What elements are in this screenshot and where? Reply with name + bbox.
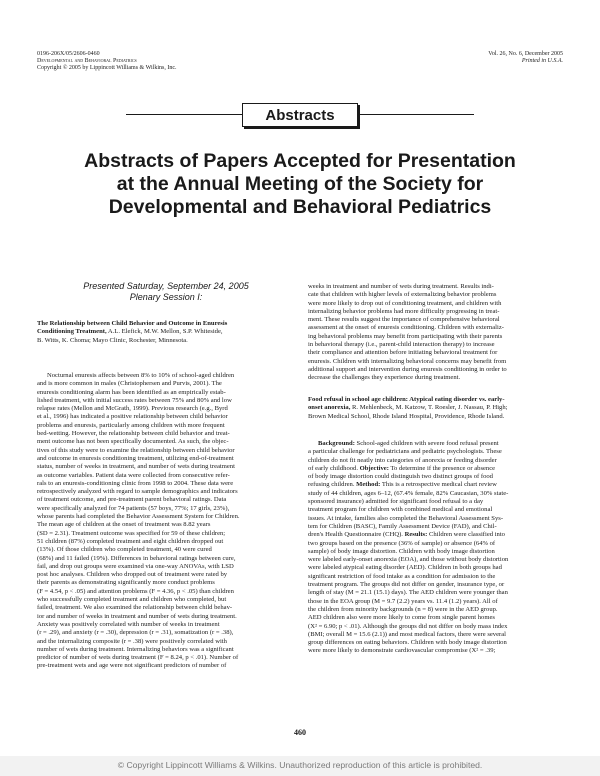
text-line: additional support and intervention during enuresis conditioning in order to bbox=[308, 365, 507, 373]
text-line: tives of this study were to examine the relationship between child behavior bbox=[37, 446, 235, 454]
text-line: and is more common in males (Christophersen and Purvis, 2001). The bbox=[37, 380, 222, 388]
abstract1-title bbox=[37, 320, 295, 345]
text-line: (68%) and 11 failed (19%). Differences in behavioral ratings between cure, bbox=[37, 554, 236, 562]
text-line: those in the EOA group (M = 9.7 (2.2) years vs. 11.4 (1.2) years). All of bbox=[308, 597, 498, 605]
text-line: ment. These results suggest the importance of comprehensive behavioral bbox=[308, 316, 500, 324]
copyright-line: Copyright © 2005 by Lippincott Williams & Wilkins, Inc. bbox=[37, 65, 177, 72]
text-line: were labeled atypical eating disorder (AED). Children in both groups had bbox=[308, 564, 502, 572]
text-line: predictor of number of wets during treatment (F = 8.24, p < .01). Number of bbox=[37, 654, 239, 662]
text-line: (F = 4.54, p < .05) and attention problems (F = 4.36, p < .05) than children bbox=[37, 587, 234, 595]
abstract2-body bbox=[308, 440, 563, 656]
text-line: bed-wetting. However, the relationship between child behavior and treat- bbox=[37, 430, 230, 438]
section-label: Abstracts bbox=[242, 103, 358, 127]
abstract2-title bbox=[308, 396, 563, 421]
text-line: Background: School-aged children with severe food refusal present bbox=[318, 440, 499, 447]
text-line: et al., 1996) has indicated a positive relationship between child behavior bbox=[37, 413, 228, 421]
text-line: of body image distortion could distinguish two distinct groups of food bbox=[308, 473, 493, 481]
text-line: fail, and drop out groups were examined via one-way ANOVAs, with LSD bbox=[37, 562, 234, 570]
text-line: cate that children with higher levels of externalizing behavior problems bbox=[308, 291, 497, 299]
text-line: Anxiety was positively correlated with number of weeks in treatment bbox=[37, 620, 220, 628]
text-line: post hoc analyses. Children who dropped out of treatment were rated by bbox=[37, 571, 228, 579]
text-line: their parents as demonstrating significantly more conduct problems bbox=[37, 579, 215, 587]
text-line: treatment program. The groups did not differ on gender, insurance type, or bbox=[308, 581, 505, 589]
text-line: (SD = 2.31). Treatment outcome was specified for 59 of these children; bbox=[37, 529, 226, 537]
text-line: retrospectively analyzed with regard to sample demographics and indicators bbox=[37, 488, 238, 496]
text-line: problems and enuresis, particularly among children with more frequent bbox=[37, 421, 225, 429]
copyright-footer bbox=[0, 756, 600, 776]
text-line: ment outcome has not been specifically documented. As such, the objec- bbox=[37, 438, 229, 446]
section-banner bbox=[0, 103, 600, 127]
text-line: significant restriction of food intake as a condition for admission to the bbox=[308, 572, 496, 580]
text-line: were specifically analyzed for 74 patients (57 boys, 77%; 17 girls, 23%), bbox=[37, 504, 230, 512]
text-line: issues. At intake, families also completed the Behavioral Assessment Sys- bbox=[308, 514, 504, 522]
abstract1-title-line: Conditioning Treatment, bbox=[37, 328, 107, 336]
text-line: whose parents had completed the Behavior Assessment System for Children. bbox=[37, 513, 240, 521]
text-line: and the internalizing composite (r = .38) were positively correlated with bbox=[37, 637, 227, 645]
text-line: ing behavioral problems may benefit from participating with their parents bbox=[308, 332, 503, 340]
text-line: sponsored insurance) admitted for significant food refusal to a day bbox=[308, 498, 484, 506]
text-line: number of wets during treatment. Internalizing behaviors was a significant bbox=[37, 645, 234, 653]
text-line: decrease the challenges they experience during treatment. bbox=[308, 374, 461, 382]
title-line: Developmental and Behavioral Pediatrics bbox=[108, 196, 492, 218]
text-line: were more likely to demonstrate cardiovascular compromise (X² = .39; bbox=[308, 647, 496, 655]
session-heading bbox=[37, 281, 295, 302]
abstract1-title-line: The Relationship between Child Behavior and Outcome in Enuresis bbox=[37, 320, 228, 327]
session-date: Presented Saturday, September 24, 2005 bbox=[83, 281, 249, 291]
text-line: (r = .29), and anxiety (r = .30), depression (r = .31), somatization (r = .38), bbox=[37, 629, 234, 637]
text-line: group differences on eating behaviors. Children with body image distortion bbox=[308, 639, 507, 647]
text-line: (13%). Of those children who completed treatment, 40 were cured bbox=[37, 546, 212, 554]
text-line: their compliance and attention before initiating behavioral treatment for bbox=[308, 349, 498, 357]
text-line: study of 44 children, ages 6–12, (67.4% female, 82% Caucasian, 30% state- bbox=[308, 489, 509, 497]
text-line: (X² = 6.90; p < .01). Although the groups did not differ on body mass index bbox=[308, 622, 508, 630]
abstract2-title-line: onset anorexia, bbox=[308, 404, 351, 412]
text-line: in behavioral therapy (i.e., parent-child interaction therapy) to increase bbox=[308, 341, 495, 349]
text-line: sample) of body image distortion. Children with body image distortion bbox=[308, 547, 495, 555]
text-line: tem for Children (BASC), Family Assessment Device (FAD), and Chil- bbox=[308, 522, 497, 530]
text-line: ior and number of weeks in treatment and number of wets during treatment. bbox=[37, 612, 237, 620]
text-line: The mean age of children at the onset of treatment was 8.82 years bbox=[37, 521, 211, 529]
text-line: of early childhood. Objective: To determine if the presence or absence bbox=[308, 464, 496, 472]
text-line: lished treatment, with initial success rates between 75% and 80% and low bbox=[37, 396, 232, 404]
abstract1-affiliation: B. Witts, K. Choma; Mayo Clinic, Rochester, Minnesota. bbox=[37, 336, 188, 344]
text-line: failed, treatment. We also examined the relationship between child behav- bbox=[37, 604, 233, 612]
text-line: internalizing behavior problems had more difficulty progressing in treat- bbox=[308, 307, 500, 315]
text-line: assessment at the onset of enuresis conditioning. Children with externaliz- bbox=[308, 324, 504, 332]
abstract2-authors: R. Mehlenbeck, M. Katzow, T. Roesler, J. Nassau, P. High; bbox=[350, 404, 508, 412]
text-line: who successfully completed treatment and children who completed, but bbox=[37, 596, 227, 604]
journal-name: Developmental and Behavioral Pediatrics bbox=[37, 58, 137, 65]
printed-in: Printed in U.S.A. bbox=[521, 58, 563, 65]
footer-text: © Copyright Lippincott Williams & Wilkins. Unauthorized reproduction of this article is prohibited. bbox=[117, 760, 483, 770]
text-line: Nocturnal enuresis affects between 8% to 10% of school-aged children bbox=[47, 372, 235, 379]
page-title bbox=[40, 150, 560, 219]
text-line: refusing children. Method: This is a retrospective medical chart review bbox=[308, 481, 497, 489]
text-line: length of stay (M = 21.1 (15.1) days). The AED children were younger than bbox=[308, 589, 508, 597]
text-line: were more likely to drop out of conditioning treatment, and children with bbox=[308, 299, 502, 307]
abstract2-affiliation: Brown Medical School, Rhode Island Hospital, Providence, Rhode Island. bbox=[308, 412, 505, 420]
text-line: as outcome variables. Patient data were collected from consecutive refer- bbox=[37, 471, 230, 479]
page-number: 460 bbox=[294, 728, 306, 737]
session-name: Plenary Session I: bbox=[129, 291, 203, 302]
issn: 0196-206X/05/2606-0460 bbox=[37, 51, 100, 57]
text-line: dren's Health Questionnaire (CHQ). Results: Children were classified into bbox=[308, 531, 505, 539]
text-line: a particular challenge for pediatricians and pediatric psychologists. These bbox=[308, 448, 502, 456]
text-line: children do not fit neatly into categories of anorexia or feeding disorder bbox=[308, 456, 497, 464]
text-line: were labeled early-onset anorexia (EOA), and those without body distortion bbox=[308, 556, 509, 564]
text-line: two groups based on the presence (36% of sample) or absence (64% of bbox=[308, 539, 496, 547]
abstract1-authors: A.L. Elefick, M.W. Mellon, S.P. Whiteside, bbox=[106, 328, 223, 336]
text-line: relapse rates (Mellon and McGrath, 1999). Previous research (e.g., Byrd bbox=[37, 405, 228, 413]
text-line: enuresis conditioning alarm has been identified as an empirically estab- bbox=[37, 388, 226, 396]
text-line: (BMI; overall M = 15.6 (2.1)) and most medical factors, there were several bbox=[308, 630, 506, 638]
text-line: AED children also were more likely to come from single parent homes bbox=[308, 614, 495, 622]
header-left bbox=[37, 51, 177, 73]
text-line: of treatment outcome, and pre-treatment parent behavioral ratings. Data bbox=[37, 496, 227, 504]
volume-issue: Vol. 26, No. 6, December 2005 bbox=[488, 51, 563, 57]
header-right bbox=[488, 51, 563, 65]
abstract2-title-line: Food refusal in school age children: Atypical eating disorder vs. early- bbox=[308, 396, 505, 403]
text-line: rals to an enuresis-conditioning clinic from 1998 to 2004. These data were bbox=[37, 479, 234, 487]
title-line: Abstracts of Papers Accepted for Presentation bbox=[84, 150, 516, 172]
text-line: 51 children (87%) completed treatment and eight children dropped out bbox=[37, 537, 224, 545]
text-line: enuresis. Children with internalizing behavioral concerns may benefit from bbox=[308, 357, 507, 365]
text-line: and outcome in enuresis conditioning treatment, utilizing end-of-treatment bbox=[37, 454, 234, 462]
title-line: at the Annual Meeting of the Society for bbox=[116, 173, 484, 195]
abstract1-body bbox=[37, 372, 295, 671]
text-line: weeks in treatment and number of wets during treatment. Results indi- bbox=[308, 283, 494, 290]
text-line: status, number of weeks in treatment, and number of wets during treatment bbox=[37, 463, 235, 471]
text-line: the children from minority backgrounds (n = 8) were in the AED group. bbox=[308, 605, 498, 613]
text-line: pre-treatment wets and age were not significant predictors of number of bbox=[37, 662, 227, 670]
text-line: treatment program for children with combined medical and emotional bbox=[308, 506, 493, 514]
abstract1-continued bbox=[308, 283, 563, 383]
